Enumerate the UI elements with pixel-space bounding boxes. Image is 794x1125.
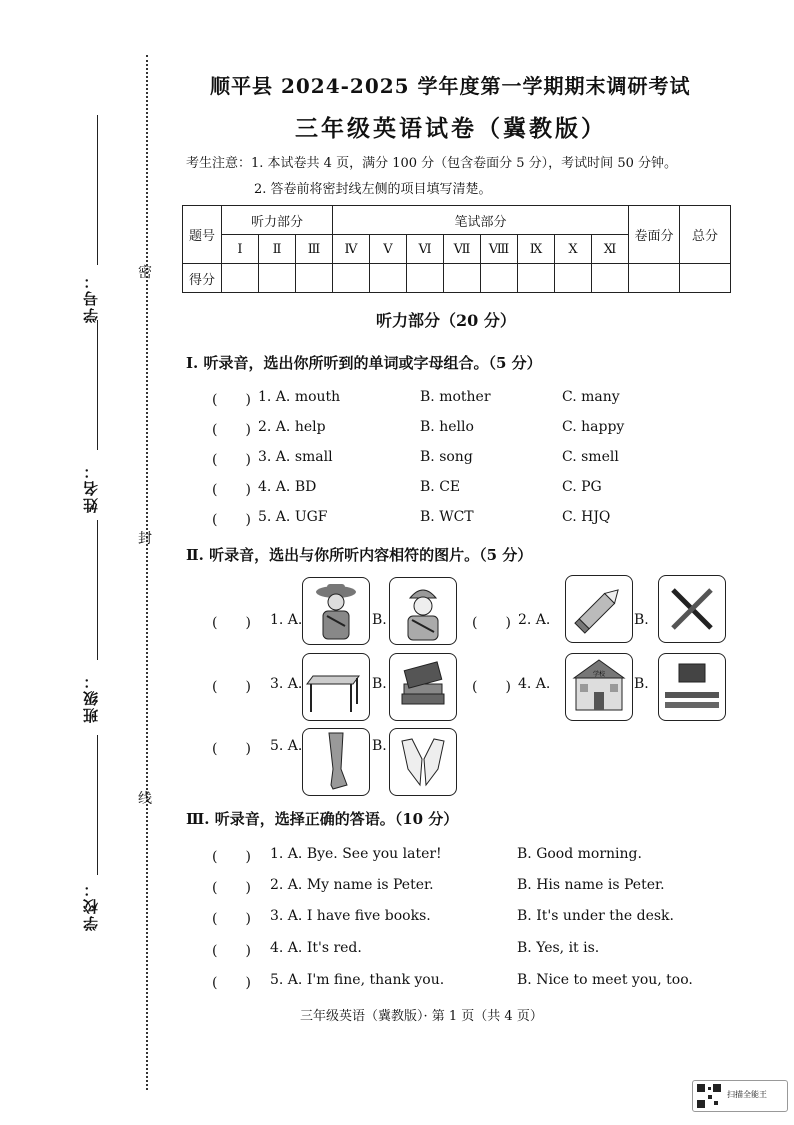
score-entry[interactable] [333, 264, 370, 293]
answer-blank[interactable]: ( ) [472, 615, 511, 631]
score-entry[interactable] [592, 264, 629, 293]
pic-label-a: 4. A. [518, 676, 551, 692]
option-c: C. HJQ [562, 509, 611, 525]
part3-heading: Ⅲ. 听录音，选择正确的答语。（10 分） [186, 810, 459, 828]
score-entry[interactable] [370, 264, 407, 293]
answer-blank[interactable]: ( ) [212, 911, 251, 927]
option-a: 1. A. mouth [258, 389, 341, 405]
pic-label-b: B. [634, 676, 649, 692]
part1-heading: Ⅰ. 听录音，选出你所听到的单词或字母组合。（5 分） [186, 354, 542, 372]
books-icon [390, 654, 456, 720]
student-id-line [97, 115, 98, 265]
answer-blank[interactable]: ( ) [212, 975, 251, 991]
response-option-b: B. It's under the desk. [517, 908, 674, 924]
pic-label-b: B. [372, 612, 387, 628]
desk-icon [303, 654, 369, 720]
answer-blank[interactable]: ( ) [212, 392, 251, 408]
worker-picture[interactable] [389, 577, 457, 645]
exam-title: 顺平县 2024-2025 学年度第一学期期末调研考试 [210, 74, 691, 98]
option-b: B. hello [420, 419, 474, 435]
option-b: B. CE [420, 479, 461, 495]
school-sign-text: 学校 [592, 671, 606, 678]
answer-blank[interactable]: ( ) [212, 482, 251, 498]
school-label: 学校： [82, 880, 100, 931]
neatness-cell: 卷面分 [629, 206, 680, 264]
score-entry[interactable] [629, 264, 680, 293]
pic-label-a: 3. A. [270, 676, 303, 692]
pic-label-a: 2. A. [518, 612, 551, 628]
option-a: 5. A. UGF [258, 509, 328, 525]
response-option-a: 1. A. Bye. See you later! [270, 846, 442, 862]
numeral-cell: Ⅺ [592, 235, 629, 264]
qr-code-icon [696, 1083, 722, 1109]
pencil-icon [566, 576, 632, 642]
score-entry[interactable] [518, 264, 555, 293]
numeral-cell: Ⅳ [333, 235, 370, 264]
numeral-cell: Ⅶ [444, 235, 481, 264]
classroom-picture[interactable] [658, 653, 726, 721]
option-c: C. smell [562, 449, 619, 465]
response-option-b: B. Good morning. [517, 846, 642, 862]
listening-section-heading: 听力部分（20 分） [376, 311, 516, 330]
farmer-icon [303, 578, 369, 644]
seal-char-mi: 密 [138, 265, 152, 281]
score-entry[interactable] [444, 264, 481, 293]
answer-blank[interactable]: ( ) [212, 615, 251, 631]
page-footer: 三年级英语（冀教版）· 第 1 页（共 4 页） [300, 1009, 543, 1024]
written-cell: 笔试部分 [333, 206, 629, 235]
option-c: C. PG [562, 479, 602, 495]
seal-char-feng: 封 [138, 531, 152, 547]
response-option-a: 5. A. I'm fine, thank you. [270, 972, 445, 988]
option-c: C. happy [562, 419, 625, 435]
score-table [182, 205, 731, 293]
option-b: B. song [420, 449, 473, 465]
option-b: B. mother [420, 389, 491, 405]
scanner-app-name: 扫描全能王 [727, 1090, 767, 1099]
student-id-label: 学号： [82, 272, 100, 323]
part2-heading: Ⅱ. 听录音，选出与你所听内容相符的图片。（5 分） [186, 546, 533, 564]
class-label: 班级： [82, 672, 100, 723]
answer-blank[interactable]: ( ) [212, 943, 251, 959]
answer-blank[interactable]: ( ) [212, 849, 251, 865]
score-entry[interactable] [680, 264, 731, 293]
hands-icon [390, 729, 456, 795]
class-line [97, 520, 98, 660]
school-picture[interactable] [565, 653, 633, 721]
seal-dotted-line [146, 55, 148, 1090]
desk-picture[interactable] [302, 653, 370, 721]
qnum-cell: 题号 [183, 206, 222, 264]
score-entry[interactable] [296, 264, 333, 293]
pic-label-b: B. [634, 612, 649, 628]
option-a: 2. A. help [258, 419, 326, 435]
seal-char-xian: 线 [138, 791, 152, 807]
exam-subtitle: 三年级英语试卷（冀教版） [295, 115, 607, 142]
classroom-icon [659, 654, 725, 720]
answer-blank[interactable]: ( ) [212, 880, 251, 896]
leg-picture[interactable] [302, 728, 370, 796]
notice-line-1: 考生注意：1. 本试卷共 4 页，满分 100 分（包含卷面分 5 分），考试时间 50 分钟。 [186, 156, 677, 171]
option-a: 3. A. small [258, 449, 333, 465]
crossed-pens-icon [659, 576, 725, 642]
response-option-a: 4. A. It's red. [270, 940, 362, 956]
option-b: B. WCT [420, 509, 474, 525]
answer-blank[interactable]: ( ) [472, 679, 511, 695]
school-building-icon [566, 654, 632, 720]
construction-worker-icon [390, 578, 456, 644]
response-option-b: B. Yes, it is. [517, 940, 600, 956]
numeral-cell: Ⅴ [370, 235, 407, 264]
school-line [97, 735, 98, 875]
answer-blank[interactable]: ( ) [212, 679, 251, 695]
numeral-cell: Ⅵ [407, 235, 444, 264]
total-cell: 总分 [680, 206, 731, 264]
leg-icon [303, 729, 369, 795]
listening-cell: 听力部分 [222, 206, 333, 235]
pencil-picture[interactable] [565, 575, 633, 643]
farmer-picture[interactable] [302, 577, 370, 645]
name-line [97, 320, 98, 450]
answer-blank[interactable]: ( ) [212, 741, 251, 757]
numeral-cell: Ⅲ [296, 235, 333, 264]
response-option-a: 3. A. I have five books. [270, 908, 431, 924]
response-option-a: 2. A. My name is Peter. [270, 877, 434, 893]
score-entry[interactable] [222, 264, 259, 293]
score-entry[interactable] [407, 264, 444, 293]
pic-label-b: B. [372, 676, 387, 692]
numeral-cell: Ⅸ [518, 235, 555, 264]
answer-blank[interactable]: ( ) [212, 452, 251, 468]
scanner-watermark [692, 1080, 788, 1112]
numeral-cell: Ⅷ [481, 235, 518, 264]
score-entry[interactable] [259, 264, 296, 293]
score-label-cell: 得分 [183, 264, 222, 293]
option-c: C. many [562, 389, 620, 405]
numeral-cell: Ⅱ [259, 235, 296, 264]
pic-label-a: 5. A. [270, 738, 303, 754]
score-entry[interactable] [555, 264, 592, 293]
hands-picture[interactable] [389, 728, 457, 796]
pic-label-a: 1. A. [270, 612, 303, 628]
notice-line-2: 2. 答卷前将密封线左侧的项目填写清楚。 [254, 182, 492, 197]
pens-picture[interactable] [658, 575, 726, 643]
books-picture[interactable] [389, 653, 457, 721]
score-entry[interactable] [481, 264, 518, 293]
numeral-cell: Ⅰ [222, 235, 259, 264]
response-option-b: B. Nice to meet you, too. [517, 972, 693, 988]
option-a: 4. A. BD [258, 479, 317, 495]
answer-blank[interactable]: ( ) [212, 512, 251, 528]
response-option-b: B. His name is Peter. [517, 877, 665, 893]
name-label: 姓名： [82, 462, 100, 513]
pic-label-b: B. [372, 738, 387, 754]
answer-blank[interactable]: ( ) [212, 422, 251, 438]
numeral-cell: Ⅹ [555, 235, 592, 264]
